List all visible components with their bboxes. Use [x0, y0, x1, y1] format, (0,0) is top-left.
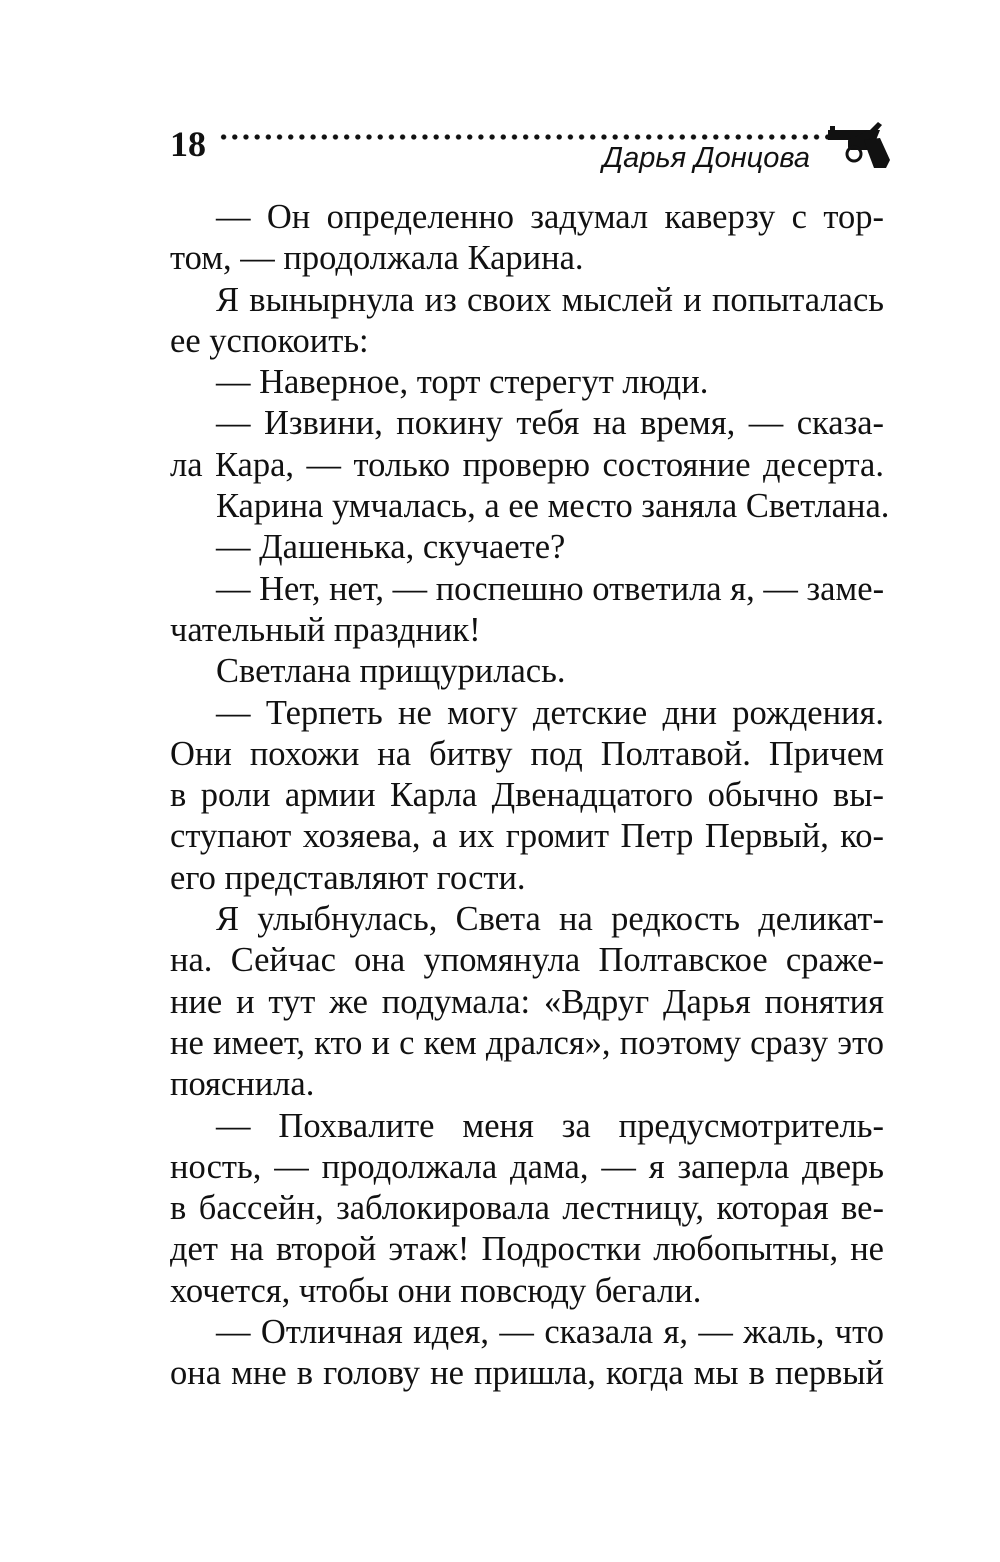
text-line: Я вынырнула из своих мыслей и попыталась	[216, 280, 884, 319]
running-head-author: Дарья Донцова	[602, 142, 810, 174]
text-line: — Нет, нет, — поспешно ответила я, — заме-	[216, 569, 885, 608]
text-line: — Отличная идея, — сказала я, — жаль, что	[216, 1313, 884, 1352]
text-line: в бассейн, заблокировала лестницу, которая ве-	[170, 1189, 884, 1228]
text-line: — Наверное, торт стерегут люди.	[216, 363, 709, 402]
text-line: она мне в голову не пришла, когда мы в первый	[170, 1354, 884, 1393]
text-line: ступают хозяева, а их громит Петр Первый, ко-	[170, 817, 884, 856]
body-text	[170, 197, 890, 1395]
text-line: — Терпеть не могу детские дни рождения.	[216, 693, 884, 732]
text-line: ность, — продолжала дама, — я заперла дверь	[170, 1147, 884, 1186]
text-line: Карина умчалась, а ее место заняла Светлана.	[216, 487, 890, 526]
text-line: ла Кара, — только проверю состояние десерта.	[170, 445, 884, 484]
text-line: ее успокоить:	[170, 321, 369, 360]
text-line: хочется, чтобы они повсюду бегали.	[170, 1271, 702, 1310]
text-line: — Дашенька, скучаете?	[216, 528, 566, 567]
text-line: Они похожи на битву под Полтавой. Причем	[170, 734, 884, 773]
text-line: — Он определенно задумал каверзу с тор-	[216, 198, 884, 236]
revolver-icon	[828, 122, 890, 170]
text-line: чательный праздник!	[170, 610, 481, 649]
text-line: пояснила.	[170, 1065, 315, 1104]
text-line: на. Сейчас она упомянула Полтавское сраже-	[170, 941, 884, 980]
text-line: том, — продолжала Карина.	[170, 239, 584, 278]
text-line: дет на второй этаж! Подростки любопытны, не	[170, 1230, 884, 1269]
text-line: не имеет, кто и с кем дрался», поэтому сразу это	[170, 1023, 884, 1062]
text-line: Я улыбнулась, Света на редкость деликат-	[216, 900, 884, 939]
text-line: — Похвалите меня за предусмотритель-	[216, 1106, 884, 1145]
text-line: — Извини, покину тебя на время, — сказа-	[216, 404, 884, 443]
page-number: 18	[170, 124, 206, 164]
text-line: Светлана прищурилась.	[216, 652, 566, 691]
text-line: его представляют гости.	[170, 858, 526, 897]
text-line: ние и тут же подумала: «Вдруг Дарья понятия	[170, 982, 884, 1021]
text-line: в роли армии Карла Двенадцатого обычно вы-	[170, 776, 884, 815]
dot-leader-divider	[218, 134, 832, 140]
